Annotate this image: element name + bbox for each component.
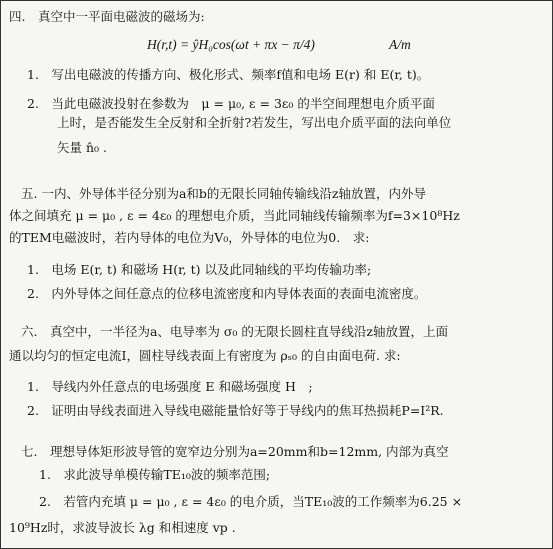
problem-4-unit: A/m: [389, 37, 411, 52]
problem-4-item-1: 1. 写出电磁波的传播方向、极化形式、频率f值和电场 E(r) 和 E(r, t)。: [27, 67, 430, 82]
problem-6-item-2: 2. 证明由导线表面进入导线电磁能量恰好等于导线内的焦耳热损耗P=I²R.: [27, 403, 444, 418]
problem-7-item-2-cont: 10⁹Hz时，求波导波长 λg 和相速度 vp .: [9, 520, 236, 535]
problem-4-title: 四. 真空中一平面电磁波的磁场为:: [9, 9, 205, 24]
problem-7-item-2: 2. 若管内充填 μ = μ₀ , ε = 4ε₀ 的电介质，当TE₁₀波的工作频率为6.25 ×: [39, 494, 463, 509]
problem-7-title: 七. 理想导体矩形波导管的宽窄边分别为a=20mm和b=12mm, 内部为真空: [21, 444, 449, 459]
problem-4-item-2-cont: 上时，是否能发生全反射和全折射?若发生，写出电介质平面的法向单位: [57, 115, 452, 130]
problem-4-formula: H(r,t) = ŷH₀cos(ωt + πx − π/4): [147, 37, 315, 52]
problem-7-item-1: 1. 求此波导单模传输TE₁₀波的频率范围;: [39, 467, 271, 482]
problem-4-item-2-cont2: 矢量 n̂₀ .: [57, 140, 107, 155]
problem-6-item-1: 1. 导线内外任意点的电场强度 E 和磁场强度 H ;: [27, 379, 313, 394]
problem-5-line-2: 体之间填充 μ = μ₀ , ε = 4ε₀ 的理想电介质，当此同轴线传输频率为f=3×10⁸Hz: [9, 208, 460, 223]
problem-4-item-2: 2. 当此电磁波投射在参数为 μ = μ₀, ε = 3ε₀ 的半空间理想电介质平面: [27, 96, 435, 111]
problem-5-line-1: 五. 一内、外导体半径分别为a和b的无限长同轴传输线沿z轴放置，内外导: [21, 186, 426, 201]
problem-5-item-1: 1. 电场 E(r, t) 和磁场 H(r, t) 以及此同轴线的平均传输功率;: [27, 262, 372, 277]
problem-5-line-3: 的TEM电磁波时，若内导体的电位为V₀，外导体的电位为0. 求:: [9, 230, 370, 245]
problem-6-line-1: 六. 真空中，一半径为a、电导率为 σ₀ 的无限长圆柱直导线沿z轴放置，上面: [21, 324, 449, 339]
problem-5-item-2: 2. 内外导体之间任意点的位移电流密度和内导体表面的表面电流密度。: [27, 286, 427, 301]
problem-6-line-2: 通以均匀的恒定电流I，圆柱导线表面上有密度为 ρₛ₀ 的自由面电荷. 求:: [9, 348, 401, 363]
